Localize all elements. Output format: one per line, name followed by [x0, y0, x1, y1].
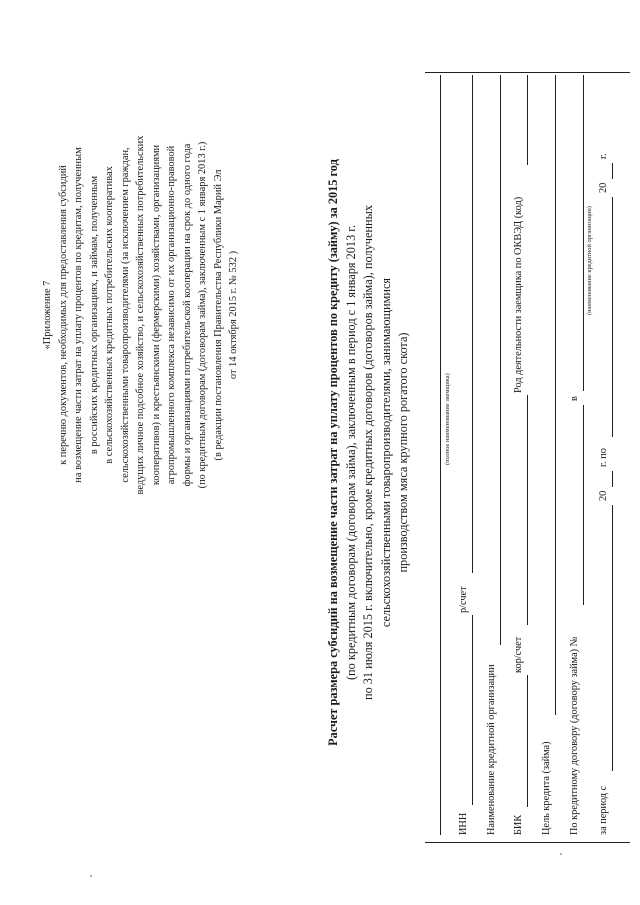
appendix-line: к перечню документов, необходимых для предоставления субсидий	[57, 165, 69, 465]
bank-name-field[interactable]	[500, 75, 501, 645]
corr-account-field[interactable]	[527, 395, 528, 625]
bank-name-label: Наименование кредитной организации	[486, 664, 497, 835]
appendix-line: формы и организациями потребительской кооперации на срок до одного года	[181, 143, 193, 487]
title-line: производством мяса крупного рогатого скота)	[396, 332, 410, 573]
title-line: по 31 июля 2015 г. включительно, кроме кредитных договоров (договоров займа), полученных	[361, 205, 375, 701]
appendix-line: кооперативов) и крестьянскими (фермерскими) хозяйствами, организациями	[150, 144, 162, 486]
inn-label: ИНН	[458, 812, 469, 835]
from-to-label: г. по	[598, 448, 609, 467]
appendix-line: агропромышленного комплекса независимо от их организационно-правовой	[166, 145, 177, 485]
appendix-line: (в редакции постановления Правительства Республики Марий Эл	[212, 169, 224, 461]
loan-purpose-field[interactable]	[555, 75, 556, 715]
appendix-line: в российских кредитных организациях, и займам, полученным	[88, 175, 100, 455]
appendix-line: «Приложение 7	[42, 280, 53, 350]
appendix-line: в сельскохозяйственных кредитных потребительских кооперативах	[104, 166, 115, 464]
loan-purpose-label: Цель кредита (займа)	[541, 741, 552, 835]
title-line: (по кредитным договорам (договорам займа), заключенным в период с 1 января 2013 г.	[343, 224, 358, 681]
account-label: р/счет	[458, 586, 469, 613]
in-label: в	[569, 396, 580, 401]
appendix-line: на возмещение части затрат на уплату процентов по кредитам, полученным	[73, 147, 84, 483]
period-year-2-field[interactable]	[612, 163, 613, 179]
bank-name-caption: (наименование кредитной организации)	[586, 206, 593, 315]
form-left-border	[425, 842, 630, 843]
period-year-1-field[interactable]	[612, 471, 613, 487]
period-year-1: 20	[598, 490, 609, 501]
contract-label: По кредитному договору (договору займа) №	[569, 636, 580, 835]
borrower-form	[0, 5, 640, 835]
period-label: за период с	[598, 785, 609, 835]
bik-field[interactable]	[527, 675, 528, 807]
scan-speck	[90, 875, 92, 877]
inn-field[interactable]	[472, 615, 473, 805]
scan-speck	[560, 853, 562, 855]
title-line: сельскохозяйственными товаропроизводителями, занимающимися	[378, 277, 393, 628]
appendix-line: ведущих личное подсобное хозяйство, и сельскохозяйственных потребительских	[135, 135, 146, 495]
corr-account-label: кор/счет	[513, 636, 524, 673]
appendix-line: сельскохозяйственными товаропроизводителями (за исключением граждан,	[119, 147, 131, 483]
contract-number-field[interactable]	[583, 405, 584, 605]
year-suffix: г.	[598, 153, 609, 159]
period-end-field[interactable]	[612, 197, 613, 437]
form-right-border	[425, 72, 630, 73]
contract-bank-field[interactable]	[583, 75, 584, 391]
appendix-line: от 14 октября 2015 г. № 532 )	[228, 250, 239, 380]
okved-label: Род деятельности заемщика по ОКВЭД (код)	[513, 196, 524, 393]
borrower-name-caption: (полное наименование заемщика)	[444, 373, 451, 465]
title-bold-line: Расчет размера субсидий на возмещение части затрат на уплату процентов по кредиту (займу) за 2015 год	[326, 159, 340, 746]
appendix-line: (по кредитным договорам (договорам займа), заключенным с 1 января 2013 г.)	[197, 141, 208, 489]
borrower-name-field[interactable]	[440, 75, 441, 835]
bik-label: БИК	[513, 814, 524, 835]
okved-field[interactable]	[527, 75, 528, 165]
period-year-2: 20	[598, 182, 609, 193]
account-field[interactable]	[472, 75, 473, 573]
period-start-field[interactable]	[612, 505, 613, 771]
